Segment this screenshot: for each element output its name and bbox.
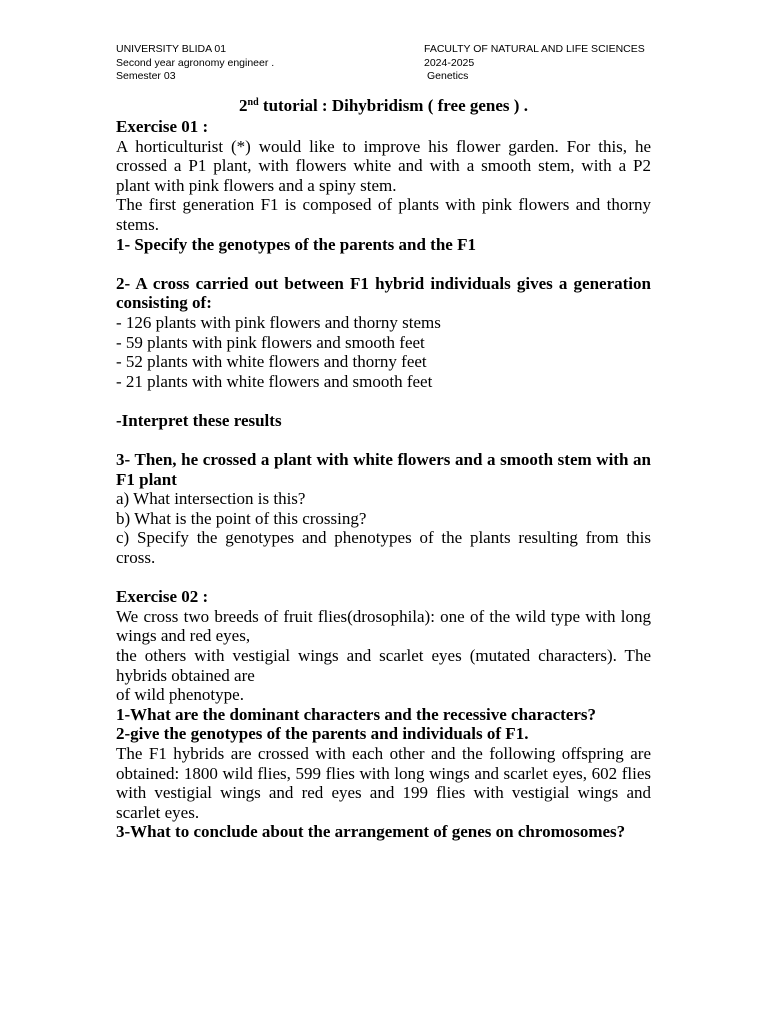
- document-body: [116, 117, 651, 842]
- semester: Semester 03: [116, 70, 176, 82]
- title-superscript: nd: [247, 97, 259, 108]
- exercise2-paragraph-1: We cross two breeds of fruit flies(drosophila): one of the wild type with long wings and red eyes,: [116, 606, 651, 646]
- university-name: UNIVERSITY BLIDA 01: [116, 43, 227, 55]
- exercise1-intro: A horticulturist (*) would like to improve his flower garden. For this, he crossed a P1 plant, with flowers white and with a smooth stem, with a P2 plant with pink flowers and a spiny stem.: [116, 136, 651, 195]
- result-item: - 126 plants with pink flowers and thorny stems: [116, 312, 441, 332]
- title-text: tutorial : Dihybridism ( free genes ) .: [258, 96, 528, 115]
- exercise1-f1-description: The first generation F1 is composed of plants with pink flowers and thorny stems.: [116, 195, 651, 234]
- exercise2-paragraph-2: the others with vestigial wings and scarlet eyes (mutated characters). The hybrids obtained are: [116, 646, 651, 685]
- exercise2-paragraph-3: of wild phenotype.: [116, 685, 244, 705]
- spacer: [116, 391, 651, 411]
- result-item: - 52 plants with white flowers and thorny feet: [116, 352, 427, 372]
- result-item: - 21 plants with white flowers and smooth feet: [116, 371, 433, 391]
- page-title: [116, 96, 651, 116]
- exercise1-question-3c: c) Specify the genotypes and phenotypes of the plants resulting from this cross.: [116, 528, 651, 568]
- spacer: [116, 431, 651, 451]
- exercise1-heading: Exercise 01 :: [116, 117, 209, 136]
- exercise2-question-1: 1-What are the dominant characters and the recessive characters?: [116, 704, 596, 724]
- page-header: [116, 43, 651, 84]
- exercise1-interpret: -Interpret these results: [116, 410, 282, 430]
- exercise1-question-2: 2- A cross carried out between F1 hybrid individuals gives a generation consisting of:: [116, 273, 651, 313]
- result-item: - 59 plants with pink flowers and smooth feet: [116, 332, 425, 352]
- exercise2-paragraph-4: The F1 hybrids are crossed with each other and the following offspring are obtained: 1800 wild flies, 599 flies with long wings and scarlet eyes, 602 flies with vestigial wings and red eyes and 199 flies with vestigial wings and scarlet eyes.: [116, 744, 651, 822]
- exercise1-question-1: 1- Specify the genotypes of the parents and the F1: [116, 234, 476, 254]
- subject: Genetics: [427, 70, 469, 82]
- exercise2-question-2: 2-give the genotypes of the parents and individuals of F1.: [116, 724, 529, 744]
- exercise2-heading: Exercise 02 :: [116, 587, 209, 607]
- spacer: [116, 568, 651, 588]
- faculty-name: FACULTY OF NATURAL AND LIFE SCIENCES: [424, 43, 645, 55]
- title-number: 2: [239, 96, 248, 115]
- exercise1-question-3: 3- Then, he crossed a plant with white flowers and a smooth stem with an F1 plant: [116, 450, 651, 489]
- year-level: Second year agronomy engineer .: [116, 56, 275, 69]
- exercise1-question-3b: b) What is the point of this crossing?: [116, 508, 367, 528]
- exercise2-question-3: 3-What to conclude about the arrangement of genes on chromosomes?: [116, 822, 626, 842]
- exercise1-question-3a: a) What intersection is this?: [116, 489, 306, 509]
- spacer: [116, 254, 651, 274]
- academic-year: 2024-2025: [424, 56, 475, 69]
